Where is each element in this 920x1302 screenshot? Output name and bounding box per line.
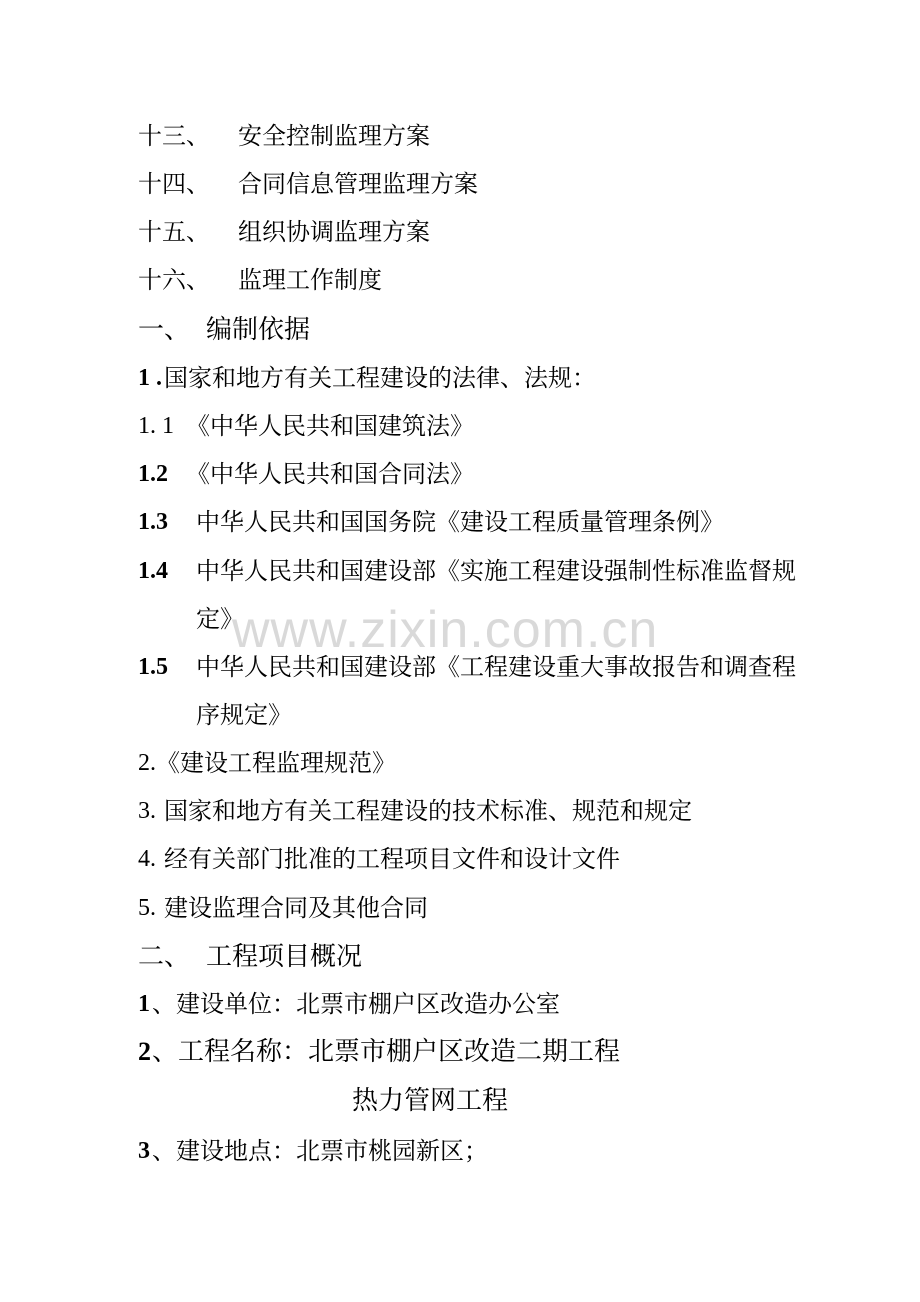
item-text: 经有关部门批准的工程项目文件和设计文件 <box>164 845 620 873</box>
item-number: 1 . <box>138 365 162 391</box>
item-text: 建设监理合同及其他合同 <box>164 894 428 922</box>
item-text: 、建设单位：北票市棚户区改造办公室 <box>152 990 560 1018</box>
item-number: 1 <box>138 991 150 1017</box>
item-text: 《中华人民共和国建筑法》 <box>186 412 474 440</box>
toc-text: 监理工作制度 <box>238 266 382 294</box>
item-text: 序规定》 <box>196 701 292 729</box>
item-number: 2 <box>138 1037 151 1066</box>
item-text: 国家和地方有关工程建设的技术标准、规范和规定 <box>164 797 692 825</box>
watermark: www.zixin.com.cn <box>232 601 659 659</box>
item-number: 1. 1 <box>138 413 174 439</box>
toc-number: 十六、 <box>138 266 210 294</box>
item-text: 定》 <box>196 605 244 633</box>
toc-text: 安全控制监理方案 <box>238 122 430 150</box>
item-number: 3. <box>138 798 156 824</box>
item-number: 5. <box>138 895 156 921</box>
section-title: 编制依据 <box>206 315 311 345</box>
item-text: 中华人民共和国国务院《建设工程质量管理条例》 <box>196 508 724 536</box>
item-number: 1.4 <box>138 558 168 584</box>
item-number: 1.2 <box>138 461 168 487</box>
item-text: 《建设工程监理规范》 <box>156 749 396 777</box>
item-number: 1.3 <box>138 509 168 535</box>
section-number: 一、 <box>138 315 191 345</box>
item-number: 3 <box>138 1138 150 1164</box>
item-text: 、建设地点：北票市桃园新区； <box>152 1137 488 1165</box>
toc-number: 十四、 <box>138 170 210 198</box>
item-text: 国家和地方有关工程建设的法律、法规： <box>164 364 596 392</box>
item-text: 中华人民共和国建设部《工程建设重大事故报告和调查程 <box>196 653 796 681</box>
item-number: 2. <box>138 750 156 776</box>
section-number: 二、 <box>138 942 191 972</box>
item-text: 、工程名称：北票市棚户区改造二期工程 <box>152 1037 621 1067</box>
item-number: 4. <box>138 846 156 872</box>
section-title: 工程项目概况 <box>206 942 363 972</box>
toc-text: 组织协调监理方案 <box>238 218 430 246</box>
item-text: 《中华人民共和国合同法》 <box>186 460 474 488</box>
toc-number: 十三、 <box>138 122 210 150</box>
item-number: 1.5 <box>138 654 168 680</box>
item-text: 热力管网工程 <box>352 1086 509 1116</box>
toc-text: 合同信息管理监理方案 <box>238 170 478 198</box>
item-text: 中华人民共和国建设部《实施工程建设强制性标准监督规 <box>196 557 796 585</box>
toc-number: 十五、 <box>138 218 210 246</box>
